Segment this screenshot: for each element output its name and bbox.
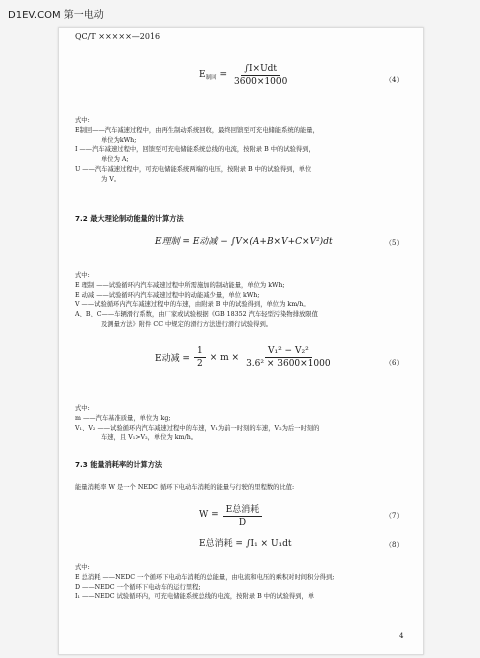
def-line: U ——汽车减速过程中，可充电储能系统两端的电压，按附录 B 中的试验得到，单位 [75, 165, 312, 173]
eq7-fraction [223, 502, 263, 528]
eq6-mass-term: × m × [209, 352, 240, 363]
equation-7-number: （7） [385, 512, 404, 520]
def-line: E 动减 ——试验循环内汽车减速过程中的动能减少量，单位 kWh; [75, 291, 260, 299]
eq6-denominator: 3.6² × 3600×1000 [246, 359, 331, 369]
eq6-numerator: V₁² − V₂² [265, 346, 312, 358]
def-line: 车速，且 V₁>V₂，单位为 km/h。 [101, 434, 198, 442]
where-label: 式中: [75, 564, 90, 571]
where-block-2 [75, 271, 413, 330]
where-label: 式中: [75, 117, 90, 124]
where-block-1 [75, 116, 413, 184]
def-line: I₁ ——NEDC 试验循环内，可充电储能系统总线的电流，按附录 B 中的试验得到，单 [75, 593, 315, 601]
page-number: 4 [399, 632, 404, 640]
section-7-3-heading: 7.3 能量消耗率的计算方法 [75, 460, 163, 469]
def-line: A、B、C——车辆滑行系数，由厂家或试验根据《GB 18352 汽车轻型污染物排放限值 [75, 311, 318, 318]
equation-6-number: （6） [385, 359, 404, 367]
section-7-3-paragraph: 能量消耗率 W 是一个 NEDC 循环下电动车消耗的能量与行驶的里程数的比值: [75, 484, 295, 491]
section-7-2-heading: 7.2 最大理论制动能量的计算方法 [75, 214, 184, 223]
equation-5-number: （5） [385, 239, 404, 247]
eq4-numerator: ∫I×Udt [241, 64, 280, 76]
eq6-lhs: E动减 = [155, 354, 190, 364]
eq7-lhs: W = [199, 510, 219, 520]
def-line: 及测量方法》附件 CC 中规定的滑行方法进行滑行试验得到。 [101, 320, 273, 328]
def-line: V ——试验循环内汽车减速过程中的车速，由附录 B 中的试验得到，单位为 km/h。 [75, 301, 310, 309]
def-line: 单位为kWh; [101, 136, 137, 144]
eq6-half: $\frac{1}{2}$ [194, 346, 206, 369]
eq6-fraction [243, 346, 334, 369]
eq7-numerator: E总消耗 [223, 502, 263, 517]
def-line: E制回——汽车减速过程中，由再生制动系统回收，最终回馈至可充电储能系统的能量， [75, 126, 319, 134]
where-block-3 [75, 404, 413, 443]
watermark: D1EV.COM 第一电动 [8, 10, 104, 21]
where-label: 式中: [75, 272, 90, 279]
eq7-denominator: D [238, 518, 247, 528]
equation-6 [155, 346, 334, 369]
def-line: 为 V。 [101, 175, 121, 183]
def-line: 单位为 A; [101, 156, 129, 163]
document-page [58, 27, 424, 655]
eq4-lhs: $E_{制回}$ = [199, 70, 227, 81]
equation-4-number: （4） [385, 76, 404, 84]
equation-4 [199, 64, 290, 87]
standard-number: QC/T ×××××—2016 [75, 32, 161, 41]
equation-7 [199, 502, 262, 528]
equation-5: E理制 = E动减 − ∫V×(A+B×V+C×V²)dt [155, 237, 333, 247]
def-line: E 总消耗 ——NEDC 一个循环下电动车消耗的总能量，由电流和电压的乘积对时间积分得到; [75, 573, 335, 581]
def-line: I ——汽车减速过程中，回馈至可充电储能系统总线的电流，按附录 B 中的试验得到， [75, 146, 315, 154]
where-block-4 [75, 563, 413, 602]
equation-8: E总消耗 = ∫I₁ × U₁dt [199, 539, 292, 549]
def-line: m ——汽车基准质量，单位为 kg; [75, 414, 171, 422]
where-label: 式中: [75, 405, 90, 412]
eq4-fraction [231, 64, 290, 87]
def-line: E 理制 ——试验循环内汽车减速过程中所需施加的制动能量，单位为 kWh; [75, 281, 285, 289]
def-line: D ——NEDC 一个循环下电动车的运行里程; [75, 583, 201, 591]
def-line: V₁、V₂ ——试验循环内汽车减速过程中的车速，V₁为前一时刻的车速，V₂为后一时刻的 [75, 424, 320, 432]
equation-8-number: （8） [385, 541, 404, 549]
eq4-denominator: 3600×1000 [234, 77, 288, 87]
